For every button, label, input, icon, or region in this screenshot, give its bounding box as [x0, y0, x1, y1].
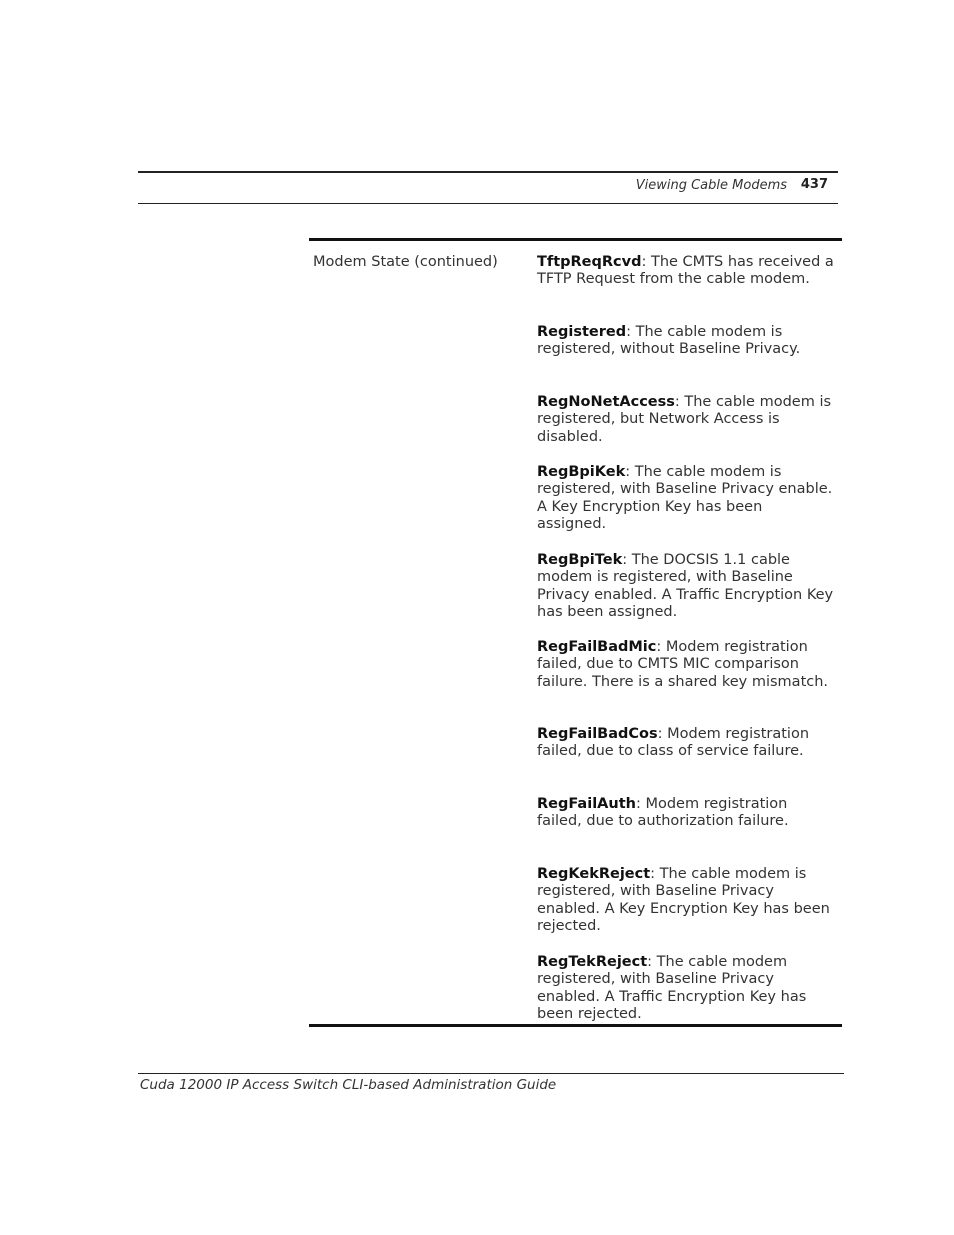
entry-text: : The cable modem is registered, with Baseline Privacy enable. A Key Encryption Key has been assigned.: [537, 464, 833, 533]
entry-text: : The cable modem is registered, but Network Access is disabled.: [537, 394, 832, 445]
list-item: [537, 726, 835, 761]
table-rule-bottom: [309, 1024, 842, 1027]
entry-term: RegFailBadMic: [537, 639, 657, 655]
list-item: [537, 394, 835, 446]
entry-text: : The cable modem is registered, with Baseline Privacy enabled. A Key Encryption Key has been rejected.: [537, 866, 830, 935]
list-item: [537, 954, 835, 1024]
list-item: [537, 796, 835, 831]
list-item: [537, 464, 835, 534]
list-item: [537, 639, 835, 691]
entry-text: : The DOCSIS 1.1 cable modem is registered, with Baseline Privacy enabled. A Traffic Encryption Key has been assigned.: [537, 552, 834, 621]
entry-term: RegFailAuth: [537, 796, 636, 812]
list-item: [537, 866, 835, 936]
entry-text: : Modem registration failed, due to class of service failure.: [537, 726, 810, 760]
entry-term: TftpReqRcvd: [537, 254, 642, 270]
entry-text: : The cable modem registered, with Baseline Privacy enabled. A Traffic Encryption Key has been rejected.: [537, 954, 807, 1023]
list-item: [537, 552, 835, 622]
header-rule-top: [138, 171, 838, 173]
entry-term: RegNoNetAccess: [537, 394, 675, 410]
entry-text: : Modem registration failed, due to CMTS MIC comparison failure. There is a shared key mismatch.: [537, 639, 829, 690]
list-item: [537, 254, 835, 289]
parameter-label: Modem State (continued): [313, 254, 498, 270]
table-rule-top: [309, 238, 842, 241]
header-rule-bottom: [138, 203, 838, 204]
entry-text: : Modem registration failed, due to authorization failure.: [537, 796, 789, 830]
list-item: [537, 324, 835, 359]
footer-rule: [138, 1073, 844, 1074]
entry-term: RegBpiTek: [537, 552, 623, 568]
running-header-title: Viewing Cable Modems: [635, 178, 787, 193]
entry-term: RegBpiKek: [537, 464, 626, 480]
entry-term: RegKekReject: [537, 866, 651, 882]
entry-term: RegFailBadCos: [537, 726, 658, 742]
footer-book-title: Cuda 12000 IP Access Switch CLI-based Administration Guide: [140, 1077, 557, 1093]
entry-term: Registered: [537, 324, 627, 340]
entry-text: : The cable modem is registered, without Baseline Privacy.: [537, 324, 801, 358]
entry-text: : The CMTS has received a TFTP Request from the cable modem.: [537, 254, 834, 288]
page-number: 437: [800, 177, 828, 192]
entry-term: RegTekReject: [537, 954, 648, 970]
